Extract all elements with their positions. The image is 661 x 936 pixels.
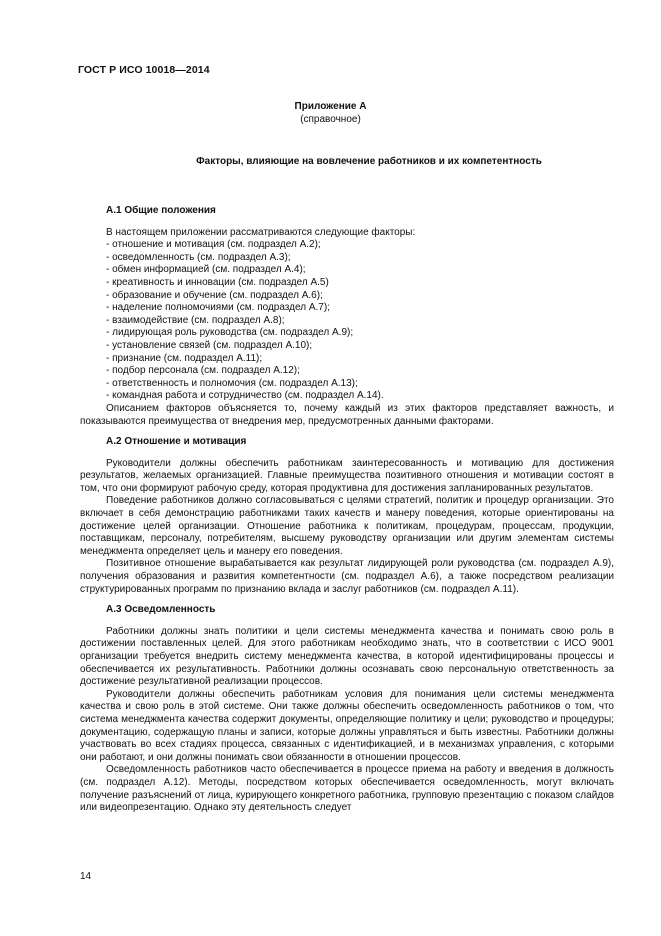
- factor-list: [80, 239, 614, 403]
- list-item: - признание (см. подраздел А.11);: [106, 352, 263, 364]
- annex-heading: Факторы, влияющие на вовлечение работников и их компетентность: [196, 156, 542, 167]
- section-a3-paragraph-1: Работники должны знать политики и цели системы менеджмента качества и понимать свою роль в достижении поставленных целей. Для этого работникам необходимо знать, что в соответствии с ИСО 9001 организации требуется внедрить систему менеджмента качества, в которой идентифицированы процессы и обеспечивается их результативность. Работники должны осознавать свою персональную ответственность за достижение результативной реализации процессов.: [80, 625, 614, 688]
- section-title-a1: А.1 Общие положения: [106, 205, 216, 216]
- section-a2-paragraph-1: Руководители должны обеспечить работникам заинтересованность и мотивацию для достижения результатов, желаемых организацией. Главные преимущества позитивного отношения и мотивации состоят в том, что они формируют рабочую среду, которая продуктивна для достижения запланированных результатов.: [80, 457, 614, 494]
- list-item: - ответственность и полномочия (см. подраздел А.13);: [106, 377, 358, 389]
- standard-designation: ГОСТ Р ИСО 10018—2014: [78, 64, 210, 76]
- section-a3-paragraph-2: Руководители должны обеспечить работникам условия для понимания цели системы менеджмента качества и свою роль в этой системе. Они также должны обеспечить осведомленность работников о том, что система менеджмента качества содержит документы, определяющие политику и цели; руководство и процедуры; документацию, содержащую планы и записи, которые должны управляться и быть известны. Работники должны участвовать во всех стадиях процесса, связанных с идентификацией, и в механизмах управления, с которыми они работают, и они должны понимать свои обязанности в отношении процессов.: [80, 688, 614, 763]
- section-a1-intro: В настоящем приложении рассматриваются следующие факторы:: [106, 226, 416, 238]
- list-item: - лидирующая роль руководства (см. подраздел А.9);: [106, 327, 354, 339]
- section-a1-closing: Описанием факторов объясняется то, почему каждый из этих факторов представляет важность, и показываются преимущества от внедрения мер, предусмотренных данными факторами.: [80, 402, 614, 427]
- list-item: - образование и обучение (см. подраздел А.6);: [106, 289, 323, 301]
- section-a3-paragraph-3: Осведомленность работников часто обеспечивается в процессе приема на работу и введения в должность (см. подраздел А.12). Методы, посредством которых обеспечивается осведомленность, могут включать получение разъяснений от лица, курирующего конкретного работника, групповую презентацию с показом слайдов или видеопрезентацию. Однако эту деятельность следует: [80, 764, 614, 814]
- section-a2-paragraph-3: Позитивное отношение вырабатывается как результат лидирующей роли руководства (см. подраздел А.9), получения образования и развития компетентности (см. подраздел А.6), а также посредством реализации структурированных программ по признанию вклада и заслуг работников (см. подраздел А.11).: [80, 558, 614, 595]
- list-item: - подбор персонала (см. подраздел А.12);: [106, 365, 300, 377]
- section-title-a3: А.3 Осведомленность: [106, 604, 216, 616]
- list-item: - взаимодействие (см. подраздел А.8);: [106, 314, 285, 326]
- list-item: - осведомленность (см. подраздел А.3);: [106, 251, 291, 263]
- list-item: - установление связей (см. подраздел А.10);: [106, 339, 313, 351]
- list-item: - наделение полномочиями (см. подраздел А.7);: [106, 302, 330, 314]
- list-item: - отношение и мотивация (см. подраздел А.2);: [106, 239, 321, 251]
- annex-block: [0, 100, 661, 126]
- section-title-a2: А.2 Отношение и мотивация: [106, 436, 247, 448]
- document-body: [80, 205, 614, 815]
- list-item: - командная работа и сотрудничество (см. подраздел А.14).: [106, 390, 384, 402]
- list-item: - креативность и инновации (см. подраздел А.5): [106, 276, 329, 288]
- annex-kind: (справочное): [300, 114, 361, 125]
- list-item: - обмен информацией (см. подраздел А.4);: [106, 264, 306, 276]
- page-number: 14: [80, 871, 92, 882]
- annex-title: Приложение А: [294, 101, 367, 112]
- section-a2-paragraph-2: Поведение работников должно согласовываться с целями стратегий, политик и процедур организации. Это включает в себя демонстрацию работниками таких качеств и манеру поведения, которые ориентированы на достижение целей организации. Отношение работника к политикам, процедурам, процессам, продукции, поставщикам, персоналу, потребителям, высшему руководству организации или другим элементам системы менеджмента определяет цель и манеру его поведения.: [80, 495, 614, 557]
